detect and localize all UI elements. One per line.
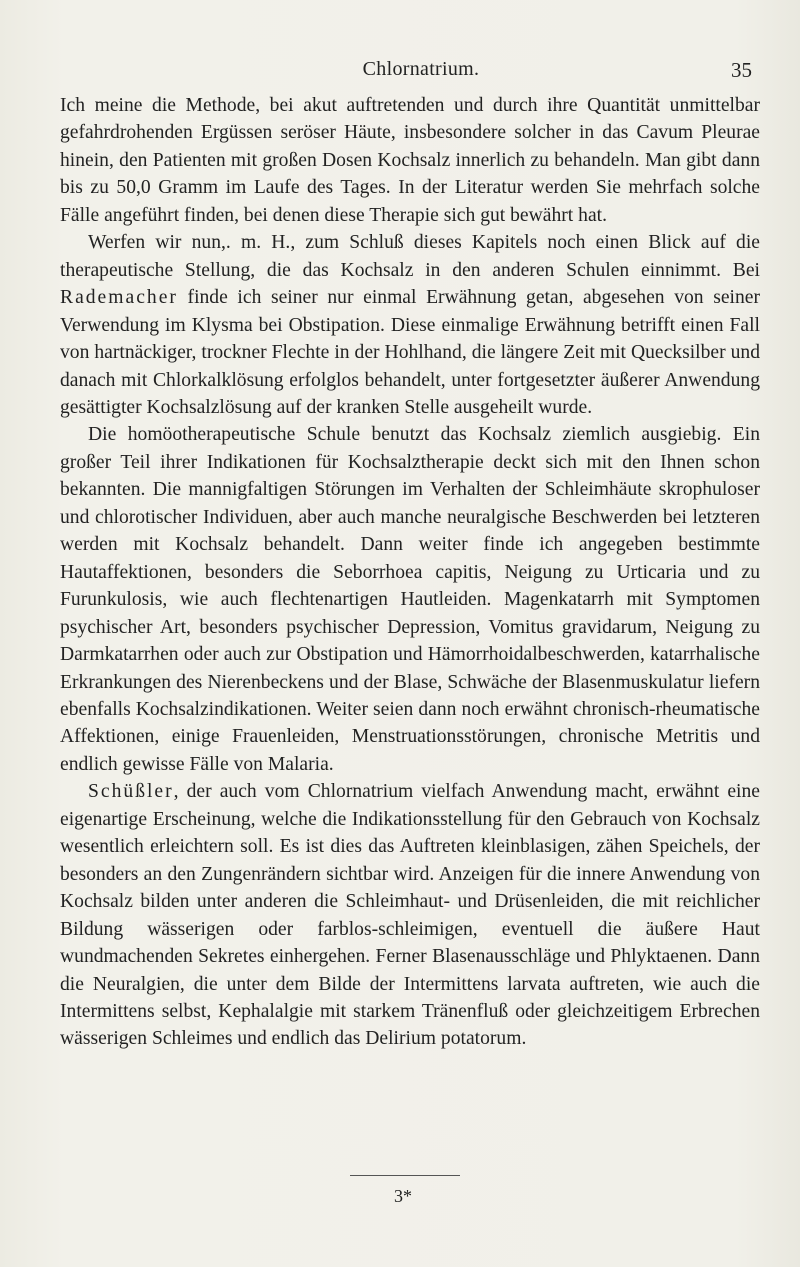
running-title: Chlornatrium. <box>362 58 480 80</box>
paragraph-text: Die homöotherapeutische Schule benutzt das Kochsalz ziemlich ausgiebig. Ein großer Teil ihrer Indikationen für Kochsalztherapie deckt sich mit den Ihnen schon bekannten. Die mannigfaltigen Störungen im Verhalten der Schleimhäute skrophuloser und chlorotischer Individuen, aber auch manche neuralgische Beschwerden bei letzteren werden mit Kochsalz behandelt. Dann weiter finde ich angegeben bestimmte Hautaffektionen, besonders die Seborrhoea capitis, Neigung zu Urticaria und zu Furunkulosis, wie auch flechtenartigen Hautleiden. Magenkatarrh mit Symptomen psychischer Art, besonders psychischer Depression, Vomitus gravidarum, Neigung zu Darmkatarrhen oder auch zur Obstipation und Hämorrhoidalbeschwerden, katarrhalische Erkrankungen des Nierenbeckens und der Blase, Schwäche der Blasenmuskulatur liefern ebenfalls Kochsalzindikationen. Weiter seien dann noch erwähnt chronisch-rheumatische Affektionen, einige Frauenleiden, Menstruationsstörungen, chronische Metritis und endlich gewisse Fälle von Malaria. <box>60 424 760 775</box>
author-name-schuessler: Schüßler <box>88 781 174 803</box>
running-head <box>90 58 752 86</box>
paragraph-3 <box>60 421 760 778</box>
author-name-rademacher: Rademacher <box>60 287 178 309</box>
paragraph-text: finde ich seiner nur einmal Erwähnung getan, abgesehen von seiner Verwendung im Klysma bei Obstipation. Diese einmalige Erwähnung betrifft einen Fall von hartnäckiger, trockner Flechte in der Hohlhand, die längere Zeit mit Quecksilber und danach mit Chlorkalklösung erfolglos behandelt, unter fortgesetzter äußerer Anwendung gesättigter Kochsalzlösung auf der kranken Stelle ausgeheilt wurde. <box>60 287 760 418</box>
paragraph-text: Ich meine die Methode, bei akut auftretenden und durch ihre Quantität unmittelbar gefahrdrohenden Ergüssen seröser Häute, insbesondere solcher in das Cavum Pleurae hinein, den Patienten mit großen Dosen Kochsalz innerlich zu behandeln. Man gibt dann bis zu 50,0 Gramm im Laufe des Tages. In der Literatur werden Sie mehrfach solche Fälle angeführt finden, bei denen diese Therapie sich gut bewährt hat. <box>60 95 760 226</box>
paragraph-4 <box>60 778 760 1053</box>
footer-rule <box>350 1175 460 1176</box>
paragraph-text: Werfen wir nun,. m. H., zum Schluß dieses Kapitels noch einen Blick auf die therapeutische Stellung, die das Kochsalz in den anderen Schulen einnimmt. Bei <box>60 232 760 281</box>
paragraph-2 <box>60 229 760 421</box>
signature-mark: 3* <box>394 1186 412 1206</box>
page-number: 35 <box>731 58 752 82</box>
paragraph-1 <box>60 92 760 229</box>
paragraph-text: , der auch vom Chlornatrium vielfach Anwendung macht, erwähnt eine eigenartige Erscheinung, welche die Indikationsstellung für den Gebrauch von Kochsalz wesentlich erleichtern soll. Es ist dies das Auftreten kleinblasigen, zähen Speichels, der besonders an den Zungenrändern sichtbar wird. Anzeigen für die innere Anwendung von Kochsalz bilden unter anderen die Schleimhaut- und Drüsenleiden, die mit reichlicher Bildung wässerigen oder farblos-schleimigen, eventuell die äußere Haut wundmachenden Sekretes einhergehen. Ferner Blasenausschläge und Phlyktaenen. Dann die Neuralgien, die unter dem Bilde der Intermittens larvata auftreten, wie auch die Intermittens selbst, Kephalalgie mit starkem Tränenfluß oder gleichzeitigem Erbrechen wässerigen Schleimes und endlich das Delirium potatorum. <box>60 781 760 1050</box>
body-text <box>60 92 760 1053</box>
